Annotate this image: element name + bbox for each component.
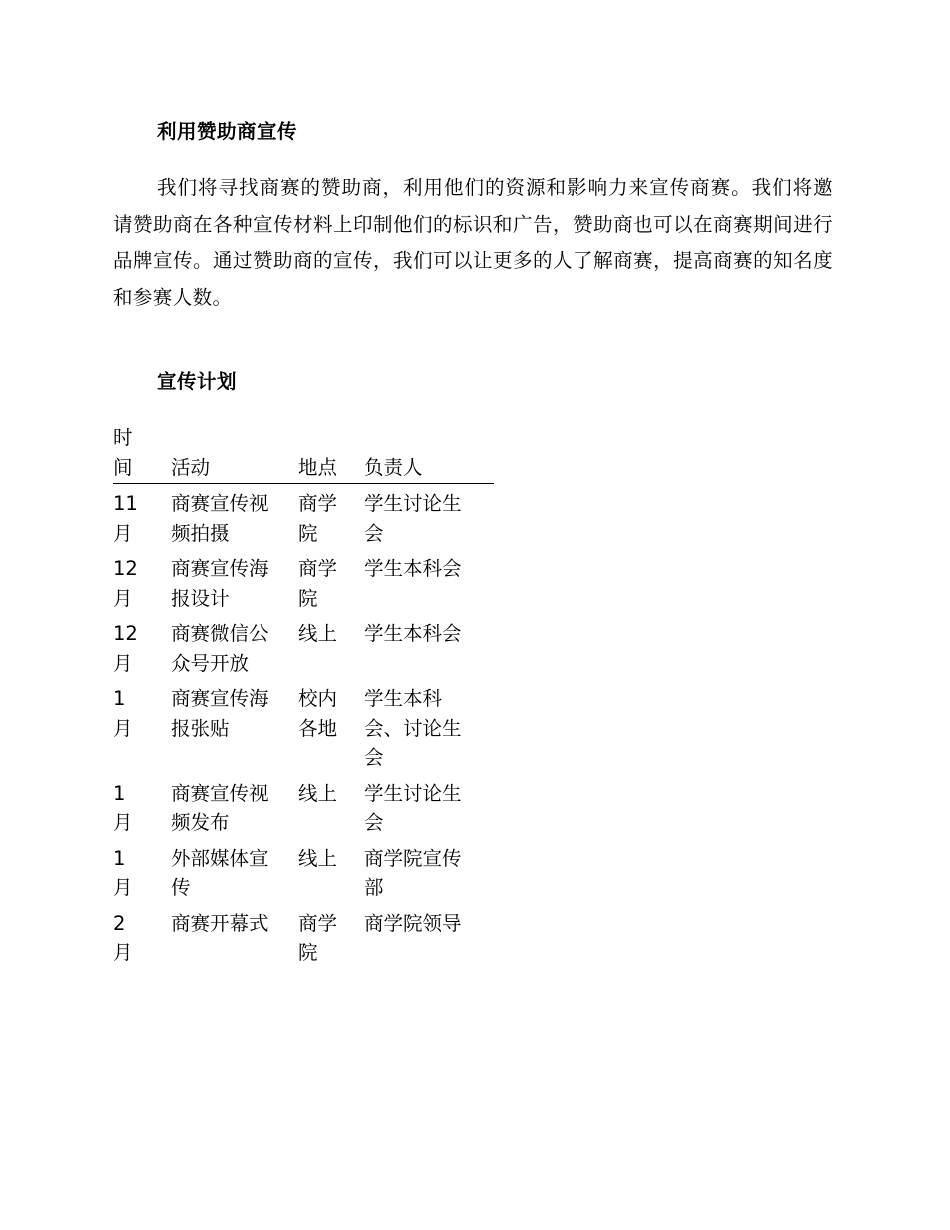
sponsor-paragraph: 我们将寻找商赛的赞助商，利用他们的资源和影响力来宣传商赛。我们将邀请赞助商在各种宣传材料上印制他们的标识和广告，赞助商也可以在商赛期间进行品牌宣传。通过赞助商的宣传，我们可以让更多的人了解商赛，提高商赛的知名度和参赛人数。 <box>113 176 833 309</box>
cell-activity-text: 商赛宣传海报张贴 <box>171 687 269 740</box>
cell-owner <box>364 484 494 550</box>
cell-activity-text: 外部媒体宣传 <box>171 846 269 899</box>
cell-location-text: 商学院 <box>298 911 338 964</box>
table-row <box>113 679 494 774</box>
header-location: 地点 <box>298 423 364 484</box>
table-header-row <box>113 423 494 484</box>
table-row <box>113 614 494 679</box>
cell-activity-text: 商赛微信公众号开放 <box>171 622 269 675</box>
cell-time-num: 2 <box>113 911 126 935</box>
cell-time <box>113 904 171 969</box>
cell-activity <box>171 614 298 679</box>
cell-time-num: 1 <box>113 781 126 805</box>
cell-location-text: 线上 <box>298 781 338 805</box>
cell-time-num: 12 <box>113 557 138 580</box>
header-owner: 负责人 <box>364 423 494 484</box>
cell-activity <box>171 774 298 839</box>
cell-time-unit: 月 <box>113 586 133 610</box>
cell-time <box>113 549 171 614</box>
cell-location <box>298 839 364 904</box>
cell-time-unit: 月 <box>113 716 133 740</box>
cell-owner <box>364 679 494 774</box>
cell-activity-text: 商赛宣传视频发布 <box>171 781 269 834</box>
cell-activity <box>171 839 298 904</box>
cell-time <box>113 679 171 774</box>
cell-activity-text: 商赛宣传视频拍摄 <box>171 492 269 545</box>
cell-owner <box>364 774 494 839</box>
promotion-plan-table <box>113 423 494 969</box>
cell-location-text: 线上 <box>298 846 338 870</box>
cell-time <box>113 839 171 904</box>
cell-owner-text: 学生讨论生会 <box>364 781 462 834</box>
cell-time <box>113 484 171 550</box>
cell-location <box>298 614 364 679</box>
cell-time-num: 1 <box>113 687 126 710</box>
cell-location <box>298 904 364 969</box>
cell-owner-text: 学生本科会 <box>364 622 462 645</box>
cell-time-num: 1 <box>113 846 126 870</box>
cell-time <box>113 774 171 839</box>
cell-activity-text: 商赛宣传海报设计 <box>171 557 269 610</box>
cell-time-unit: 月 <box>113 651 133 675</box>
table-row <box>113 549 494 614</box>
cell-owner <box>364 614 494 679</box>
table-row <box>113 774 494 839</box>
section-heading-plan: 宣传计划 <box>157 370 238 393</box>
cell-location <box>298 549 364 614</box>
cell-activity <box>171 484 298 550</box>
header-activity: 活动 <box>171 423 298 484</box>
cell-time-unit: 月 <box>113 521 133 545</box>
cell-owner <box>364 904 494 969</box>
cell-owner-text: 学生本科会 <box>364 557 462 580</box>
cell-activity <box>171 904 298 969</box>
cell-owner-text: 商学院宣传部 <box>364 846 462 899</box>
cell-location <box>298 484 364 550</box>
cell-location <box>298 774 364 839</box>
cell-location-text: 商学院 <box>298 492 338 545</box>
cell-activity-text: 商赛开幕式 <box>171 911 269 935</box>
cell-time-num: 11 <box>113 492 138 515</box>
header-time-line1: 时 <box>113 426 133 449</box>
cell-owner-text: 学生讨论生会 <box>364 492 462 545</box>
cell-owner-text: 学生本科会、讨论生会 <box>364 687 462 769</box>
cell-time-num: 12 <box>113 622 138 645</box>
cell-owner <box>364 839 494 904</box>
cell-location <box>298 679 364 774</box>
cell-activity <box>171 679 298 774</box>
cell-time-unit: 月 <box>113 876 133 899</box>
table-row <box>113 904 494 969</box>
cell-time <box>113 614 171 679</box>
header-time-line2: 间 <box>113 455 133 479</box>
cell-time-unit: 月 <box>113 811 133 834</box>
table-row <box>113 484 494 550</box>
cell-owner-text: 商学院领导 <box>364 911 462 935</box>
header-time <box>113 423 171 484</box>
cell-location-text: 线上 <box>298 622 338 645</box>
cell-owner <box>364 549 494 614</box>
cell-time-unit: 月 <box>113 941 133 964</box>
section-heading-sponsor: 利用赞助商宣传 <box>157 120 298 143</box>
cell-location-text: 商学院 <box>298 557 338 610</box>
table-row <box>113 839 494 904</box>
cell-location-text: 校内各地 <box>298 687 338 740</box>
cell-activity <box>171 549 298 614</box>
